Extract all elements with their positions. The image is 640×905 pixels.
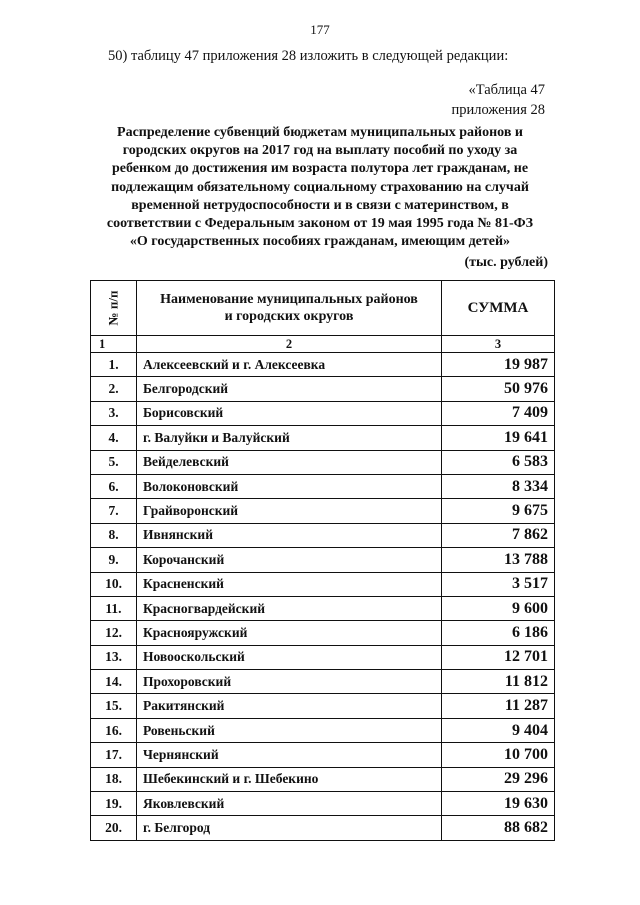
table-row (91, 426, 555, 450)
district-name: Белгородский (137, 377, 442, 401)
row-number: 8. (91, 523, 137, 547)
district-name: Волоконовский (137, 474, 442, 498)
amount-value: 9 404 (442, 718, 555, 742)
table-row (91, 548, 555, 572)
amount-value: 9 600 (442, 596, 555, 620)
table-row (91, 621, 555, 645)
amount-value: 8 334 (442, 474, 555, 498)
table-row (91, 474, 555, 498)
title-line: ребенком до достижения им возраста полутора лет гражданам, не (111, 161, 529, 177)
row-number: 9. (91, 548, 137, 572)
table-row (91, 792, 555, 816)
district-name: Ивнянский (137, 523, 442, 547)
table-row (91, 401, 555, 425)
intro-text: 50) таблицу 47 приложения 28 изложить в следующей редакции: (108, 48, 509, 64)
table-row (91, 670, 555, 694)
amount-value: 6 583 (442, 450, 555, 474)
table-ref-line: «Таблица 47 (468, 82, 545, 98)
district-name: Алексеевский и г. Алексеевка (137, 353, 442, 377)
table-row (91, 450, 555, 474)
table-row (91, 596, 555, 620)
table-header-row (91, 281, 555, 336)
header-number-label: № п/п (105, 290, 121, 326)
row-number: 20. (91, 816, 137, 840)
row-number: 19. (91, 792, 137, 816)
amount-value: 50 976 (442, 377, 555, 401)
district-name: Краснояружский (137, 621, 442, 645)
column-index: 1 (91, 336, 137, 353)
amount-value: 10 700 (442, 743, 555, 767)
table-row (91, 645, 555, 669)
district-name: г. Валуйки и Валуйский (137, 426, 442, 450)
table-row (91, 523, 555, 547)
district-name: г. Белгород (137, 816, 442, 840)
subvention-table (90, 280, 555, 841)
title-line: подлежащим обязательному социальному страхованию на случай (111, 179, 529, 195)
title-line: городских округов на 2017 год на выплату пособий по уходу за (122, 143, 518, 159)
row-number: 17. (91, 743, 137, 767)
district-name: Вейделевский (137, 450, 442, 474)
row-number: 14. (91, 670, 137, 694)
table-ref-line: приложения 28 (451, 102, 545, 118)
amount-value: 7 409 (442, 401, 555, 425)
amount-value: 11 812 (442, 670, 555, 694)
header-sum: СУММА (442, 281, 555, 336)
amount-value: 9 675 (442, 499, 555, 523)
header-name-line: Наименование муниципальных районов (160, 292, 418, 307)
table-row (91, 767, 555, 791)
row-number: 1. (91, 353, 137, 377)
document-title (70, 124, 570, 251)
column-index: 2 (137, 336, 442, 353)
district-name: Ракитянский (137, 694, 442, 718)
header-name (137, 281, 442, 336)
row-number: 10. (91, 572, 137, 596)
row-number: 3. (91, 401, 137, 425)
district-name: Грайворонский (137, 499, 442, 523)
amount-value: 19 987 (442, 353, 555, 377)
header-number (91, 281, 137, 336)
district-name: Красногвардейский (137, 596, 442, 620)
district-name: Чернянский (137, 743, 442, 767)
table-row (91, 718, 555, 742)
amount-value: 88 682 (442, 816, 555, 840)
amount-value: 19 630 (442, 792, 555, 816)
row-number: 7. (91, 499, 137, 523)
table-row (91, 377, 555, 401)
district-name: Яковлевский (137, 792, 442, 816)
table-row (91, 353, 555, 377)
row-number: 13. (91, 645, 137, 669)
row-number: 16. (91, 718, 137, 742)
district-name: Шебекинский и г. Шебекино (137, 767, 442, 791)
amount-value: 11 287 (442, 694, 555, 718)
district-name: Прохоровский (137, 670, 442, 694)
table-row (91, 694, 555, 718)
amount-value: 6 186 (442, 621, 555, 645)
table-reference (452, 80, 545, 120)
title-line: соответствии с Федеральным законом от 19 мая 1995 года № 81-ФЗ (106, 216, 534, 232)
district-name: Новооскольский (137, 645, 442, 669)
amount-value: 3 517 (442, 572, 555, 596)
row-number: 6. (91, 474, 137, 498)
table-row (91, 743, 555, 767)
district-name: Красненский (137, 572, 442, 596)
amount-value: 19 641 (442, 426, 555, 450)
column-index: 3 (442, 336, 555, 353)
title-line: временной нетрудоспособности и в связи с материнством, в (131, 197, 509, 213)
amount-value: 29 296 (442, 767, 555, 791)
column-index-row (91, 336, 555, 353)
row-number: 5. (91, 450, 137, 474)
table-row (91, 572, 555, 596)
amount-value: 12 701 (442, 645, 555, 669)
title-line: Распределение субвенций бюджетам муниципальных районов и (117, 125, 523, 140)
row-number: 4. (91, 426, 137, 450)
table-row (91, 499, 555, 523)
row-number: 2. (91, 377, 137, 401)
title-line: «О государственных пособиях гражданам, имеющим детей» (129, 234, 511, 250)
row-number: 11. (91, 596, 137, 620)
district-name: Корочанский (137, 548, 442, 572)
amount-value: 13 788 (442, 548, 555, 572)
header-name-line: и городских округов (224, 309, 354, 324)
district-name: Борисовский (137, 401, 442, 425)
page-number: 177 (310, 22, 330, 37)
units-label: (тыс. рублей) (464, 255, 548, 270)
row-number: 12. (91, 621, 137, 645)
amount-value: 7 862 (442, 523, 555, 547)
row-number: 18. (91, 767, 137, 791)
row-number: 15. (91, 694, 137, 718)
district-name: Ровеньский (137, 718, 442, 742)
table-row (91, 816, 555, 840)
